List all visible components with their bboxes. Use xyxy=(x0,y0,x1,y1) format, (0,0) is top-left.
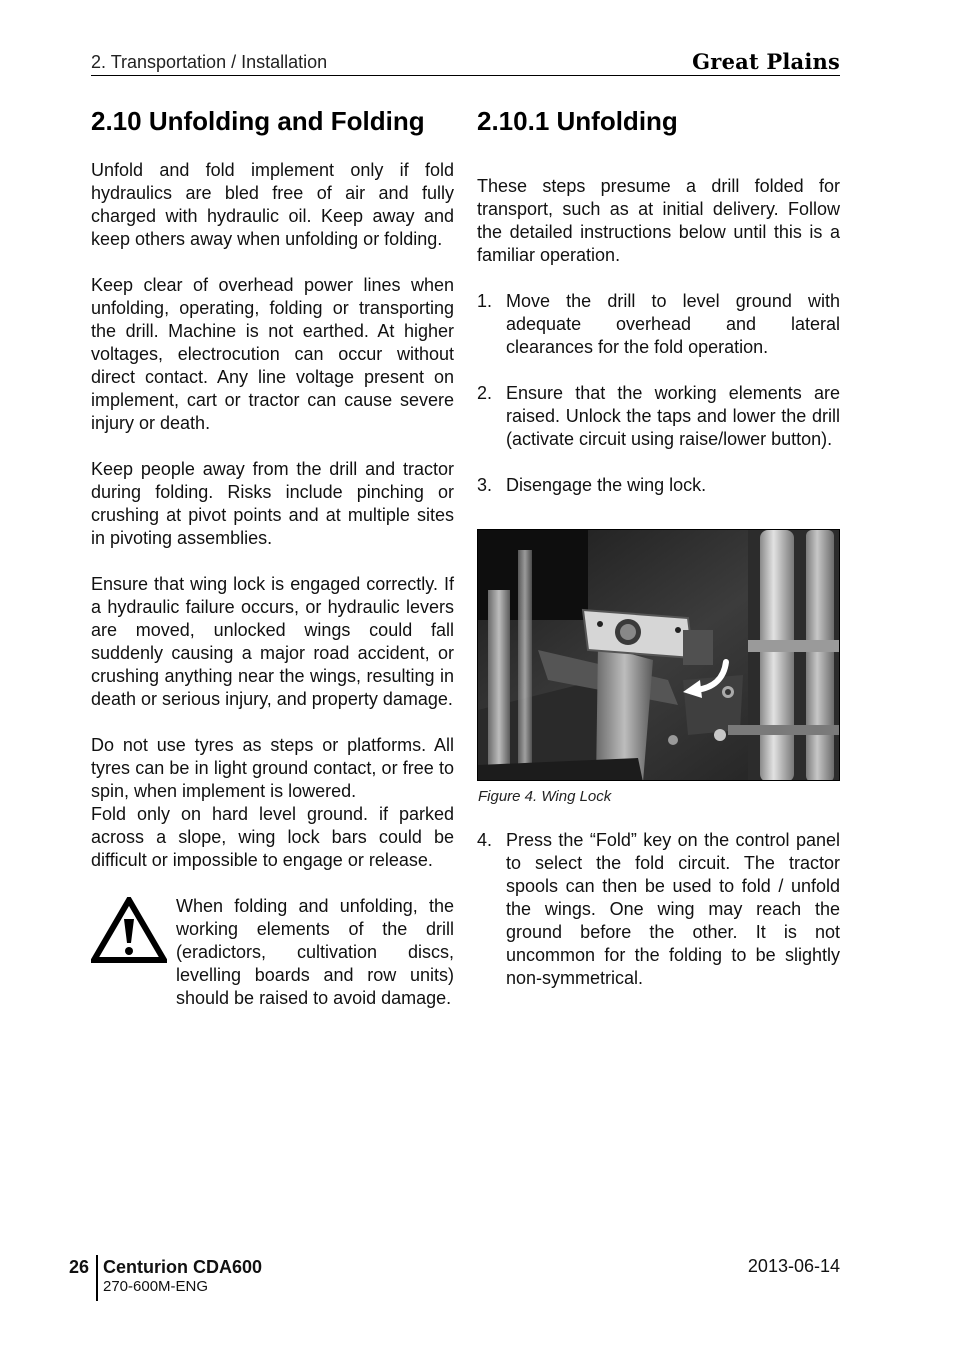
warning-triangle-icon xyxy=(91,897,167,963)
paragraph: Keep clear of overhead power lines when unfolding, operating, folding or transporting the drill. Machine is not earthed. At higher voltages, electrocution can occur without direct contact. Any line voltage present on implement, cart or tractor can cause severe injury or death. xyxy=(91,275,454,433)
list-item xyxy=(477,474,840,497)
manual-title: Centurion CDA600 xyxy=(103,1257,263,1277)
step-text: Ensure that the working elements are raised. Unlock the taps and lower the drill (activate circuit using raise/lower button). xyxy=(506,383,840,449)
list-item xyxy=(477,829,840,990)
steps-list-continued xyxy=(477,829,840,990)
paragraph: Keep people away from the drill and tractor during folding. Risks include pinching or crushing at pivot points and at multiple sites in pivoting assemblies. xyxy=(91,459,454,548)
section-heading: 2.10 Unfolding and Folding xyxy=(91,106,425,136)
list-item xyxy=(477,382,840,451)
step-number: 2. xyxy=(477,383,493,403)
step-number: 4. xyxy=(477,830,493,850)
left-column xyxy=(91,106,454,1010)
paragraph: Fold only on hard level ground. if parked across a slope, wing lock bars could be difficult or impossible to engage or release. xyxy=(91,804,454,870)
intro-paragraph: These steps presume a drill folded for transport, such as at initial delivery. Follow the detailed instructions below until this is a familiar operation. xyxy=(477,176,840,265)
right-column-lower xyxy=(477,829,840,1013)
footer-divider xyxy=(96,1255,98,1301)
step-number: 1. xyxy=(477,291,493,311)
paragraph: Ensure that wing lock is engaged correctly. If a hydraulic failure occurs, or hydraulic levers are moved, unlocked wings could fall suddenly causing a major road accident, or crushing anything near the wings, resulting in death or serious injury, and property damage. xyxy=(91,574,454,709)
figure-caption: Figure 4. Wing Lock xyxy=(478,788,612,805)
wing-lock-photo xyxy=(477,529,840,781)
header-section-title: 2. Transportation / Installation xyxy=(91,52,328,72)
paragraph: Unfold and fold implement only if fold hydraulics are bled free of air and fully charged with hydraulic oil. Keep away and keep others away when unfolding or folding. xyxy=(91,160,454,249)
paragraph: Do not use tyres as steps or platforms. All tyres can be in light ground contact, or free to spin, when implement is lowered. xyxy=(91,735,454,801)
page-number: 26 xyxy=(69,1257,90,1277)
step-number: 3. xyxy=(477,475,493,495)
manual-code: 270-600M-ENG xyxy=(103,1278,209,1295)
brand-logo: Great Plains xyxy=(692,49,840,74)
step-text: Move the drill to level ground with adequate overhead and lateral clearances for the fold operation. xyxy=(506,291,840,357)
warning-text: When folding and unfolding, the working elements of the drill (eradictors, cultivation discs, levelling boards and row units) should be raised to avoid damage. xyxy=(176,896,454,1008)
photo-illustration xyxy=(478,530,840,781)
list-item xyxy=(477,290,840,359)
header-divider xyxy=(91,75,840,76)
right-column xyxy=(477,106,840,520)
publication-date: 2013-06-14 xyxy=(747,1256,840,1276)
step-text: Disengage the wing lock. xyxy=(506,475,707,495)
step-text: Press the “Fold” key on the control panel to select the fold circuit. The tractor spools can then be used to fold / unfold the wings. One wing may reach the ground before the other. It is not uncommon for the folding to be slightly non-symmetrical. xyxy=(506,830,840,988)
subsection-heading: 2.10.1 Unfolding xyxy=(477,106,678,136)
steps-list xyxy=(477,290,840,497)
warning-note xyxy=(91,895,454,1010)
